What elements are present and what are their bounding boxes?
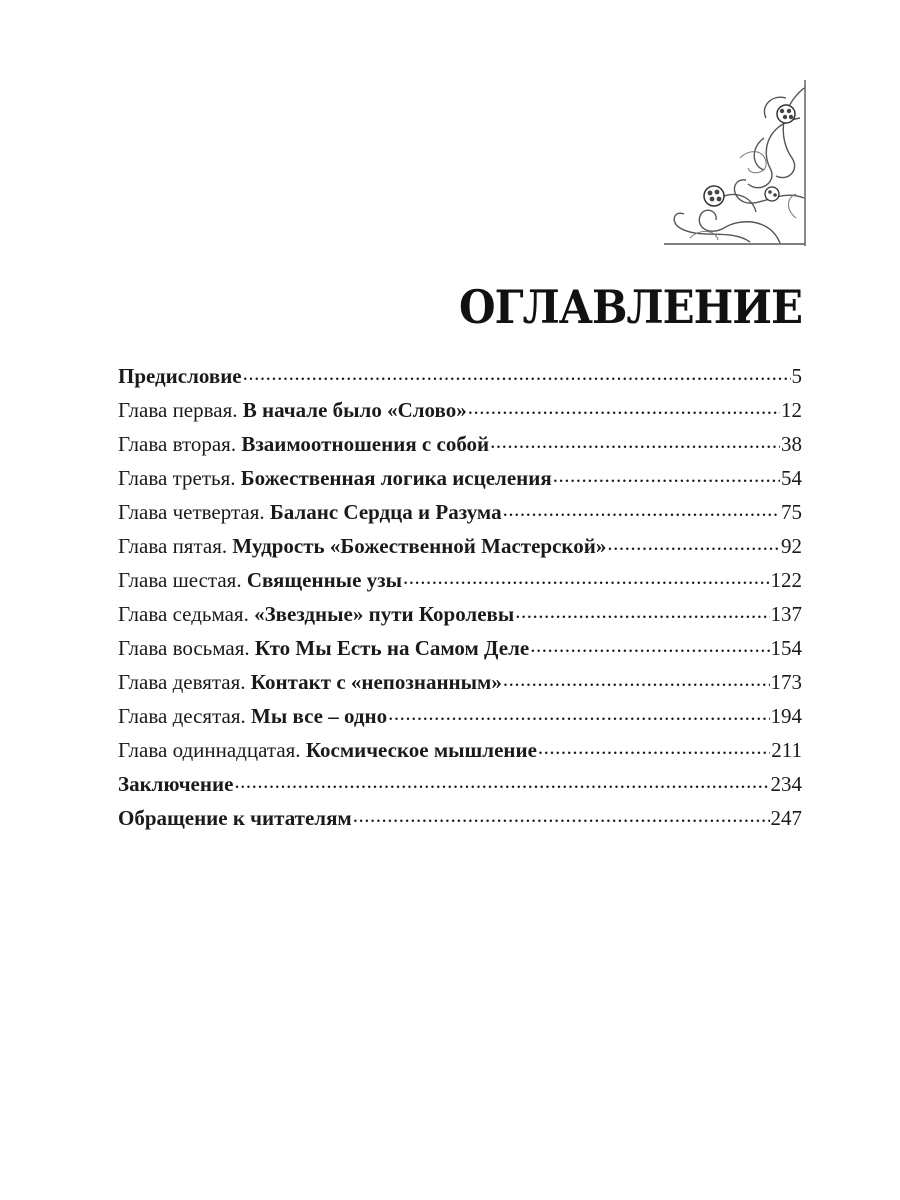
dot-leader (503, 498, 780, 519)
dot-leader (403, 566, 770, 587)
chapter-title: Мы все – одно (251, 704, 388, 728)
toc-entry[interactable] (118, 668, 802, 702)
page-title: ОГЛАВЛЕНИЕ (459, 281, 802, 334)
toc-entry-title (118, 738, 537, 763)
table-of-contents (118, 362, 802, 838)
dot-leader (530, 634, 769, 655)
dot-leader (468, 396, 780, 417)
chapter-prefix: Глава восьмая. (118, 636, 255, 660)
chapter-prefix: Глава вторая. (118, 432, 242, 456)
toc-entry[interactable] (118, 702, 802, 736)
dot-leader (243, 362, 791, 383)
toc-entry[interactable] (118, 498, 802, 532)
dot-leader (234, 770, 769, 791)
toc-entry[interactable] (118, 464, 802, 498)
toc-entry-title (118, 568, 402, 593)
toc-entry[interactable] (118, 804, 802, 838)
toc-entry-title (118, 602, 514, 627)
toc-entry-title (118, 670, 502, 695)
toc-entry[interactable] (118, 532, 802, 566)
toc-entry-title (118, 500, 502, 525)
chapter-prefix: Глава шестая. (118, 568, 247, 592)
chapter-prefix: Глава седьмая. (118, 602, 255, 626)
toc-entry[interactable] (118, 634, 802, 668)
chapter-prefix: Глава четвертая. (118, 500, 270, 524)
dot-leader (515, 600, 769, 621)
chapter-title: Взаимоотношения с собой (241, 432, 490, 456)
chapter-prefix: Глава девятая. (118, 670, 251, 694)
toc-entry-title (118, 432, 489, 457)
toc-entry[interactable] (118, 736, 802, 770)
chapter-title: Космическое мышление (305, 738, 537, 762)
toc-entry-title (118, 636, 529, 661)
page-number: 38 (781, 432, 802, 456)
chapter-title: Контакт с «непознанным» (250, 670, 502, 694)
page-number: 247 (770, 806, 802, 830)
toc-entry-title (118, 466, 552, 491)
chapter-title: Божественная логика исцеления (240, 466, 552, 490)
page-number: 92 (781, 534, 802, 558)
dot-leader (553, 464, 780, 485)
page-number: 173 (770, 670, 802, 694)
page-number: 5 (791, 364, 802, 388)
chapter-prefix: Глава третья. (118, 466, 241, 490)
page-number: 234 (770, 772, 802, 796)
toc-entry-title (118, 704, 387, 729)
toc-entry[interactable] (118, 396, 802, 430)
page-number: 137 (770, 602, 802, 626)
toc-entry-title (118, 534, 606, 559)
toc-entry[interactable] (118, 770, 802, 804)
chapter-prefix: Глава первая. (118, 398, 243, 422)
corner-ornament-icon (660, 78, 808, 248)
page-number: 122 (770, 568, 802, 592)
toc-entry[interactable] (118, 600, 802, 634)
chapter-title: Кто Мы Есть на Самом Деле (254, 636, 530, 660)
chapter-title: В начале было «Слово» (242, 398, 467, 422)
page-number: 194 (770, 704, 802, 728)
toc-entry[interactable] (118, 362, 802, 396)
dot-leader (353, 804, 770, 825)
toc-entry-title (118, 364, 242, 389)
toc-entry[interactable] (118, 566, 802, 600)
chapter-title: «Звездные» пути Королевы (254, 602, 515, 626)
chapter-title: Предисловие (118, 364, 242, 388)
dot-leader (490, 430, 780, 451)
chapter-title: Мудрость «Божественной Мастерской» (232, 534, 607, 558)
toc-entry-title (118, 398, 467, 423)
page-number: 75 (781, 500, 802, 524)
page-number: 12 (781, 398, 802, 422)
chapter-title: Обращение к читателям (118, 806, 352, 830)
chapter-prefix: Глава одиннадцатая. (118, 738, 306, 762)
chapter-prefix: Глава пятая. (118, 534, 233, 558)
chapter-title: Заключение (118, 772, 234, 796)
page-number: 211 (771, 738, 802, 762)
dot-leader (503, 668, 770, 689)
chapter-title: Священные узы (246, 568, 402, 592)
toc-entry-title (118, 772, 233, 797)
page-number: 54 (781, 466, 802, 490)
chapter-prefix: Глава десятая. (118, 704, 251, 728)
dot-leader (607, 532, 780, 553)
dot-leader (538, 736, 770, 757)
toc-entry[interactable] (118, 430, 802, 464)
chapter-title: Баланс Сердца и Разума (269, 500, 502, 524)
toc-entry-title (118, 806, 352, 831)
page-number: 154 (770, 636, 802, 660)
dot-leader (388, 702, 769, 723)
